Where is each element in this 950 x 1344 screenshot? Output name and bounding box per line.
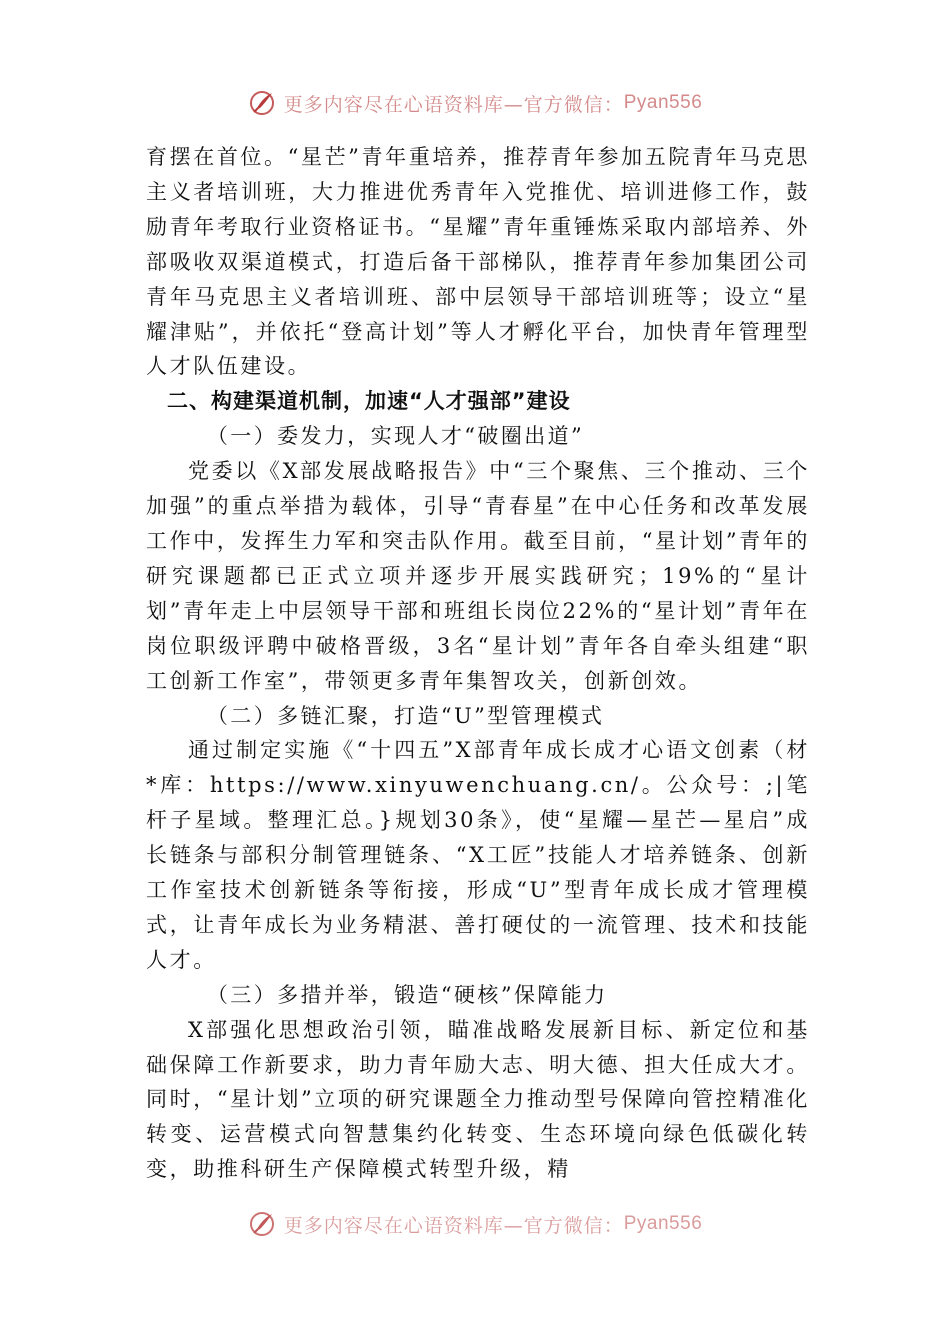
brush-logo-icon [248,88,278,118]
watermark-text: 更多内容尽在心语资料库—官方微信： [283,1214,624,1237]
paragraph-1: 育摆在首位。“星芒”青年重培养，推荐青年参加五院青年马克思主义者培训班，大力推进优秀青年入党推优、培训进修工作，鼓励青年考取行业资格证书。“星耀”青年重锤炼采取内部培养、外部吸收双渠道模式，打造后备干部梯队，推荐青年参加集团公司青年马克思主义者培训班、部中层领导干部培训班等；设立“星耀津贴”，并依托“登高计划”等人才孵化平台，加快青年管理型人才队伍建设。 [146,145,810,379]
subsection-heading-3: （三）多措并举，锻造“硬核”保障能力 [206,982,608,1007]
paragraph-4: X部强化思想政治引领，瞄准战略发展新目标、新定位和基础保障工作新要求，助力青年励大志、明大德、担大任成大才。同时，“星计划”立项的研究课题全力推动型号保障向管控精准化转变、运营模式向智慧集约化转变、生态环境向绿色低碳化转变，助推科研生产保障模式转型升级，精 [146,1017,810,1182]
watermark-id: Pyan556 [623,92,703,113]
subsection-heading-2: （二）多链汇聚，打造“U”型管理模式 [206,703,605,728]
section-heading-2: 二、构建渠道机制，加速“人才强部”建设 [167,389,571,414]
watermark-text: 更多内容尽在心语资料库—官方微信： [283,93,624,116]
watermark-header [0,86,950,120]
paragraph-2: 党委以《X部发展战略报告》中“三个聚焦、三个推动、三个加强”的重点举措为载体，引导“青春星”在中心任务和改革发展工作中，发挥生力军和突击队作用。截至目前，“星计划”青年的研究课题都已正式立项并逐步开展实践研究；19%的“星计划”青年走上中层领导干部和班组长岗位22%的“星计划”青年在岗位职级评聘中破格晋级，3名“星计划”青年各自牵头组建“职工创新工作室”，带领更多青年集智攻关，创新创效。 [146,459,810,693]
subsection-heading-1: （一）委发力，实现人才“破圈出道” [206,424,585,449]
document-body [146,140,810,1187]
brush-logo-icon [248,1209,278,1239]
paragraph-3: 通过制定实施《“十四五”X部青年成长成才心语文创素（材*库：https://www.xinyuwenchuang.cn/。公众号：;|笔杆子星域。整理汇总。}规划30条》，使“星耀—星芒—星启”成长链条与部积分制管理链条、“X工匠”技能人才培养链条、创新工作室技术创新链条等衔接，形成“U”型青年成长成才管理模式，让青年成长为业务精湛、善打硬仗的一流管理、技术和技能人才。 [146,738,810,972]
watermark-id: Pyan556 [623,1213,703,1234]
watermark-footer [0,1207,950,1241]
